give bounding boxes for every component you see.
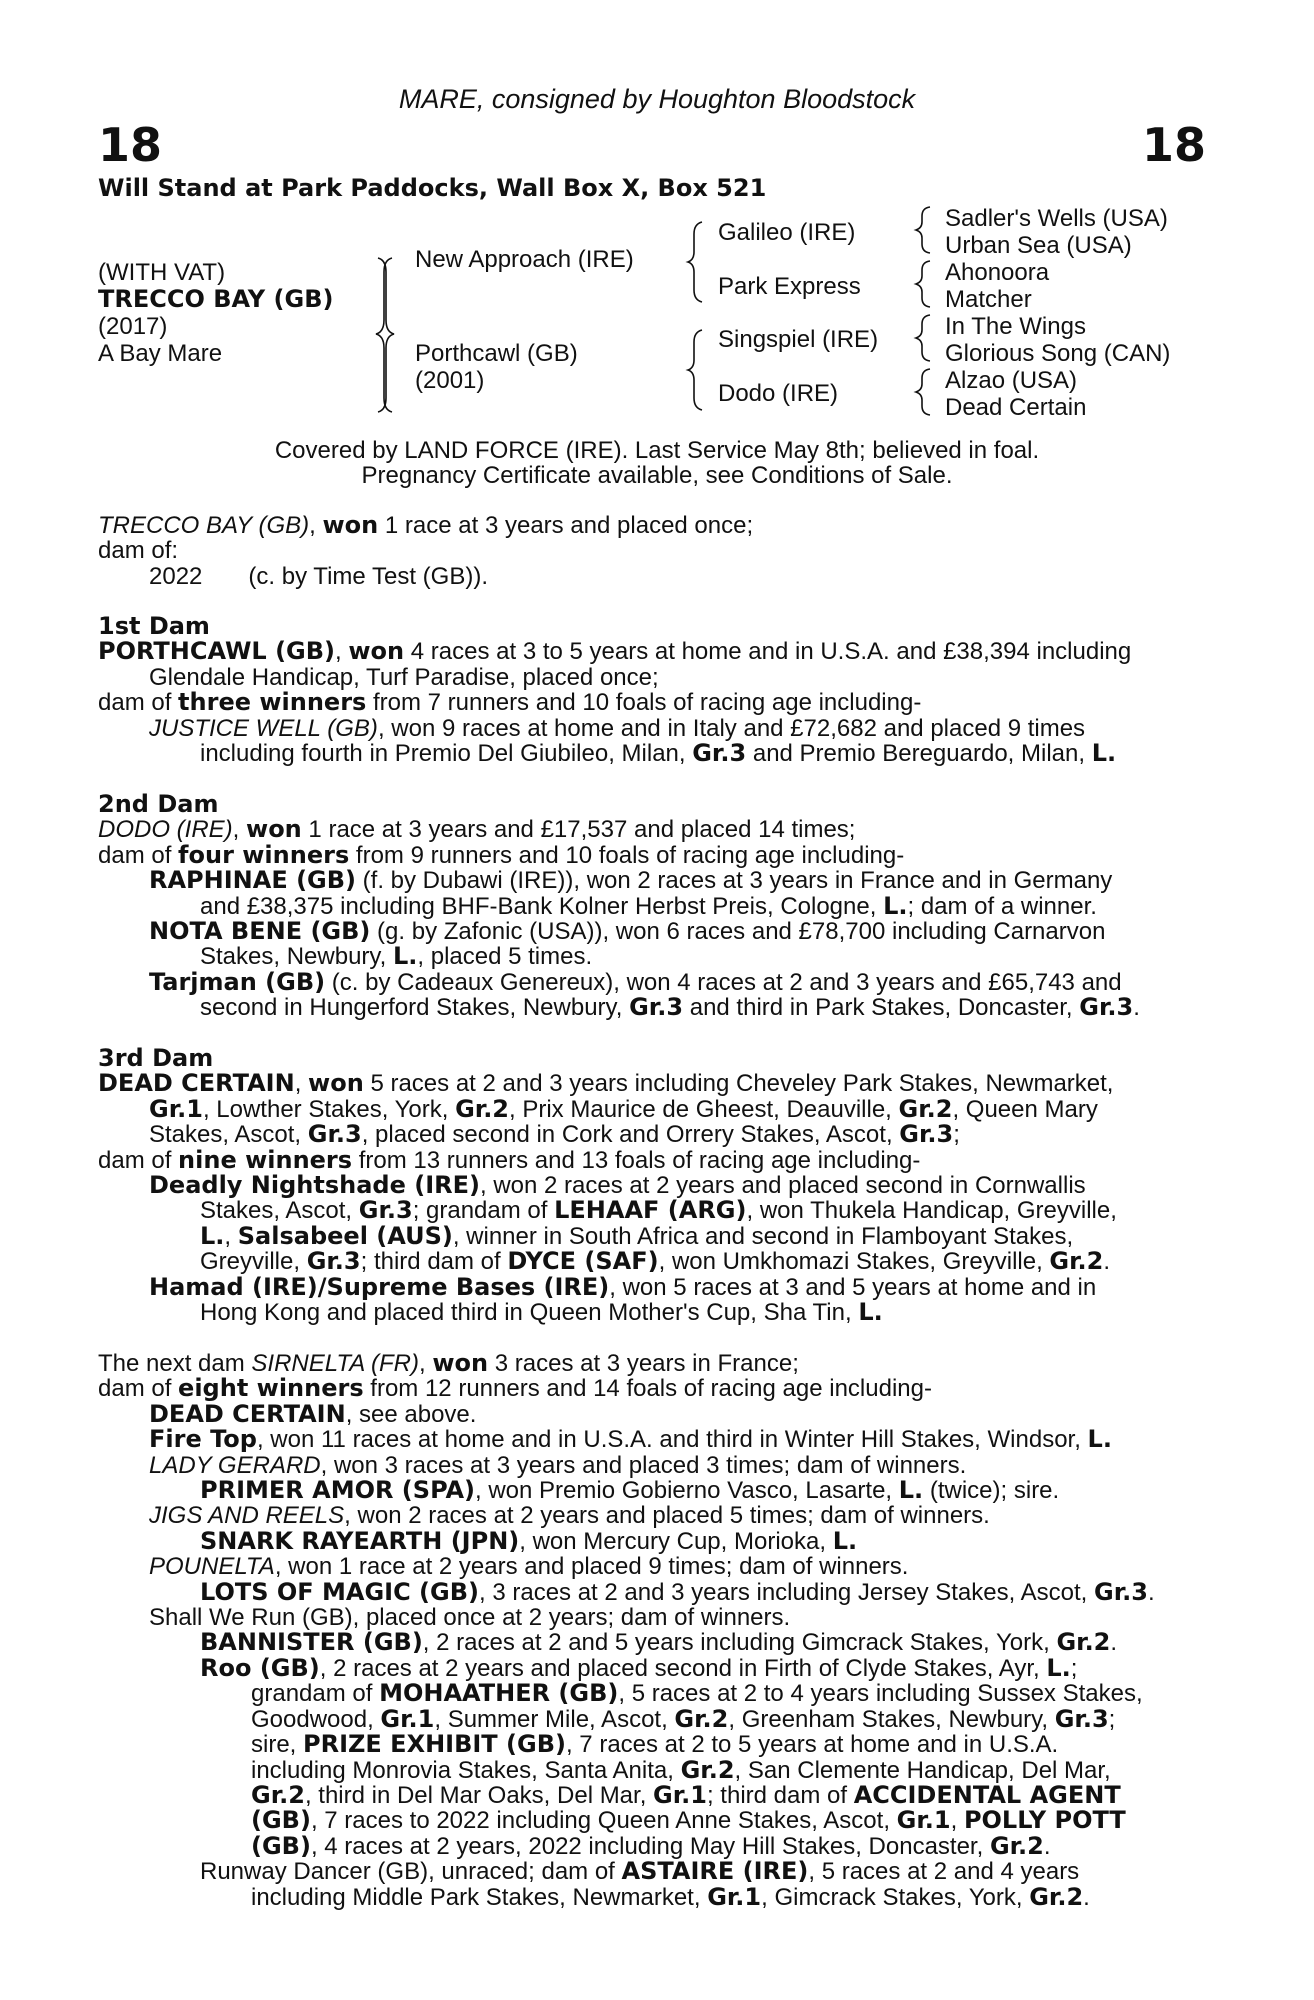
text-run: from 12 runners and 14 foals of racing age including- bbox=[363, 1375, 932, 1403]
progeny-name: POUNELTA bbox=[149, 1553, 275, 1581]
text-run: from 13 runners and 13 foals of racing age including- bbox=[352, 1146, 921, 1174]
text-run: Runway Dancer (GB), unraced; dam of bbox=[200, 1858, 622, 1886]
text-run: and £38,375 including BHF-Bank Kolner Herbst Preis, Cologne, bbox=[200, 892, 884, 920]
text-run: (twice); sire. bbox=[923, 1477, 1060, 1505]
text-run: Goodwood, bbox=[251, 1705, 381, 1733]
text-run: Stakes, Newbury, bbox=[200, 943, 393, 971]
dam-year: (2001) bbox=[415, 367, 485, 394]
first-dam-heading: 1st Dam bbox=[98, 612, 210, 640]
grade: Gr.2 bbox=[251, 1780, 305, 1809]
grade: Gr.2 bbox=[455, 1094, 510, 1123]
grade: Gr.3 bbox=[899, 1120, 954, 1149]
text-run: , Queen Mary bbox=[952, 1095, 1098, 1123]
progeny-name: Deadly Nightshade (IRE) bbox=[149, 1171, 480, 1200]
text-run: , Summer Mile, Ascot, bbox=[434, 1705, 675, 1733]
sep: , bbox=[232, 816, 247, 844]
text-run: , 2 races at 2 years and placed second in Firth of Clyde Stakes, Ayr, bbox=[319, 1654, 1047, 1682]
progeny-name: RAPHINAE (GB) bbox=[149, 866, 356, 895]
text-run: Stakes, Ascot, bbox=[149, 1121, 308, 1149]
text-run: , Prix Maurice de Gheest, Deauville, bbox=[509, 1095, 899, 1123]
dam1-name: PORTHCAWL (GB) bbox=[98, 637, 336, 666]
second-dam-section bbox=[98, 792, 1208, 1021]
progeny-name: LADY GERARD bbox=[149, 1451, 321, 1479]
text-run: , bbox=[950, 1807, 964, 1835]
grade: L. bbox=[392, 942, 418, 971]
grade: Gr.1 bbox=[380, 1704, 435, 1733]
text-run: Glendale Handicap, Turf Paradise, placed once; bbox=[149, 663, 659, 691]
grade: L. bbox=[883, 891, 908, 920]
first-dam-section bbox=[98, 614, 1208, 766]
progeny-name: BANNISTER (GB) bbox=[200, 1628, 423, 1657]
progeny-name: Fire Top bbox=[149, 1425, 257, 1454]
text-run: , bbox=[224, 1222, 238, 1250]
text-run: dam of bbox=[98, 689, 179, 717]
text-run: 3 races at 3 years in France; bbox=[488, 1350, 799, 1377]
winners-count: eight winners bbox=[178, 1374, 364, 1403]
grade: Gr.3 bbox=[358, 1196, 413, 1225]
next-dam-section bbox=[98, 1351, 1208, 1910]
winners-count: three winners bbox=[178, 688, 367, 717]
dam-dam: Dodo (IRE) bbox=[718, 380, 839, 407]
grade: L. bbox=[1046, 1653, 1071, 1682]
text-run: ; grandam of bbox=[412, 1197, 555, 1225]
grade: L. bbox=[832, 1526, 858, 1555]
text-run: , won 5 races at 3 and 5 years at home and in bbox=[609, 1273, 1097, 1301]
sep: , bbox=[335, 638, 349, 666]
text-run: ; bbox=[1108, 1705, 1116, 1733]
text-run: . bbox=[1103, 1248, 1111, 1276]
text-run: Shall We Run (GB), placed once at 2 years; dam of winners. bbox=[149, 1604, 791, 1632]
progeny-name: (GB) bbox=[251, 1831, 311, 1860]
text-run: , 5 races at 2 and 4 years bbox=[808, 1858, 1080, 1886]
grade: L. bbox=[898, 1476, 924, 1505]
text-run: ; third dam of bbox=[706, 1781, 854, 1809]
dam: Porthcawl (GB) bbox=[415, 340, 578, 367]
winners-count: nine winners bbox=[178, 1145, 353, 1174]
won: won bbox=[432, 1349, 489, 1377]
sire: New Approach (IRE) bbox=[415, 246, 634, 273]
text-run: including Middle Park Stakes, Newmarket, bbox=[251, 1883, 708, 1911]
text-run: dam of bbox=[98, 1375, 179, 1403]
covered-line-1: Covered by LAND FORCE (IRE). Last Service May 8th; believed in foal. bbox=[274, 437, 1040, 464]
won: won bbox=[246, 815, 302, 844]
grade: Gr.2 bbox=[1056, 1628, 1111, 1657]
grade: Gr.2 bbox=[1029, 1882, 1084, 1911]
text-run: , won 1 race at 2 years and placed 9 times; dam of winners. bbox=[274, 1553, 909, 1581]
sep: , bbox=[294, 1070, 309, 1098]
progeny-name: Roo (GB) bbox=[200, 1653, 320, 1682]
ddd: Dead Certain bbox=[945, 394, 1087, 421]
text-run: and Premio Bereguardo, Milan, bbox=[746, 740, 1092, 768]
text-run: Hong Kong and placed third in Queen Mother's Cup, Sha Tin, bbox=[200, 1299, 859, 1327]
progeny-name: Tarjman (GB) bbox=[149, 967, 326, 996]
progeny-name: DEAD CERTAIN bbox=[149, 1399, 346, 1428]
grade: Gr.2 bbox=[674, 1704, 729, 1733]
third-dam-section bbox=[98, 1046, 1208, 1325]
pedigree-braces bbox=[0, 0, 1314, 440]
dam-sire: Singspiel (IRE) bbox=[718, 326, 879, 353]
text-run: , Greenham Stakes, Newbury, bbox=[728, 1705, 1055, 1733]
foal-year: 2022 bbox=[149, 562, 203, 590]
horse-name: TRECCO BAY (GB) bbox=[98, 285, 334, 313]
dss: In The Wings bbox=[945, 313, 1086, 340]
progeny-name: SNARK RAYEARTH (JPN) bbox=[200, 1526, 520, 1555]
next-dam-name: SIRNELTA (FR) bbox=[251, 1350, 419, 1377]
text-run: and third in Park Stakes, Doncaster, bbox=[683, 994, 1080, 1022]
text-run: Greyville, bbox=[200, 1248, 307, 1276]
text-run: including Monrovia Stakes, Santa Anita, bbox=[251, 1756, 681, 1784]
text-run: including fourth in Premio Del Giubileo, Milan, bbox=[200, 740, 693, 768]
sep: , bbox=[418, 1350, 433, 1377]
text-run: (g. by Zafonic (USA)), won 6 races and £78,700 including Carnarvon bbox=[370, 918, 1106, 946]
sire-sire: Galileo (IRE) bbox=[718, 219, 856, 246]
dam3-name: DEAD CERTAIN bbox=[98, 1069, 295, 1098]
won: won bbox=[322, 511, 379, 539]
text-run: . bbox=[1147, 1578, 1155, 1606]
grade: L. bbox=[858, 1298, 883, 1327]
stand-location: Will Stand at Park Paddocks, Wall Box X, Box 521 bbox=[98, 174, 767, 202]
text-run: 5 races at 2 and 3 years including Cheveley Park Stakes, Newmarket, bbox=[363, 1070, 1114, 1098]
progeny-name: ACCIDENTAL AGENT bbox=[853, 1780, 1121, 1809]
won: won bbox=[348, 637, 405, 666]
text-run: . bbox=[1110, 1629, 1118, 1657]
text-run: , won 11 races at home and in U.S.A. and third in Winter Hill Stakes, Windsor, bbox=[256, 1426, 1088, 1454]
consignor-title: MARE, consigned by Houghton Bloodstock bbox=[398, 84, 916, 114]
sdd: Matcher bbox=[945, 286, 1032, 313]
progeny-name: Hamad (IRE)/Supreme Bases (IRE) bbox=[149, 1272, 610, 1301]
text-run: , won Premio Gobierno Vasco, Lasarte, bbox=[475, 1477, 899, 1505]
progeny-name: PRIMER AMOR (SPA) bbox=[200, 1476, 475, 1505]
grade: Gr.2 bbox=[989, 1831, 1044, 1860]
dsd: Glorious Song (CAN) bbox=[945, 340, 1171, 367]
text-run: dam of bbox=[98, 1146, 179, 1174]
dam2-name: DODO (IRE) bbox=[98, 816, 233, 844]
text-run: , Lowther Stakes, York, bbox=[202, 1095, 456, 1123]
dam-of: dam of: bbox=[98, 537, 179, 565]
progeny-name: JIGS AND REELS bbox=[149, 1502, 345, 1530]
progeny-name: JUSTICE WELL (GB) bbox=[149, 714, 378, 742]
text-run: , third in Del Mar Oaks, Del Mar, bbox=[304, 1781, 654, 1809]
grade: Gr.3 bbox=[1054, 1704, 1109, 1733]
text-run: , San Clemente Handicap, Del Mar, bbox=[734, 1756, 1111, 1784]
text-run: grandam of bbox=[251, 1680, 380, 1708]
text-run: ; bbox=[953, 1121, 960, 1149]
text-run: , won 3 races at 3 years and placed 3 times; dam of winners. bbox=[320, 1451, 967, 1479]
grade: Gr.3 bbox=[692, 739, 747, 768]
text-run: , won Thukela Handicap, Greyville, bbox=[746, 1197, 1117, 1225]
vat-note: (WITH VAT) bbox=[98, 259, 226, 286]
text-run: 4 races at 3 to 5 years at home and in U.S.A. and £38,394 including bbox=[404, 638, 1132, 666]
produce-horse: TRECCO BAY (GB) bbox=[98, 512, 310, 539]
text-run: , 7 races at 2 to 5 years at home and in U.S.A. bbox=[565, 1731, 1059, 1759]
sds: Ahonoora bbox=[945, 259, 1050, 286]
progeny-name: MOHAATHER (GB) bbox=[379, 1679, 619, 1708]
grade: Gr.3 bbox=[306, 1247, 361, 1276]
text-run: ; third dam of bbox=[360, 1248, 508, 1276]
grade: Gr.1 bbox=[896, 1806, 951, 1835]
third-dam-heading: 3rd Dam bbox=[98, 1044, 214, 1072]
grade: Gr.2 bbox=[680, 1755, 735, 1784]
text-run: 1 race at 3 years and £17,537 and placed 14 times; bbox=[301, 816, 856, 844]
sss: Sadler's Wells (USA) bbox=[945, 205, 1168, 232]
grade: Gr.2 bbox=[1049, 1247, 1104, 1276]
horse-description: A Bay Mare bbox=[98, 340, 223, 367]
text-run: , winner in South Africa and second in Flamboyant Stakes, bbox=[452, 1222, 1074, 1250]
text-run: , 5 races at 2 to 4 years including Sussex Stakes, bbox=[618, 1680, 1143, 1708]
text-run: . bbox=[1133, 994, 1140, 1022]
sire-dam: Park Express bbox=[718, 273, 861, 300]
text-run: The next dam bbox=[98, 1350, 252, 1377]
winners-count: four winners bbox=[178, 840, 350, 869]
progeny-name: POLLY POTT bbox=[963, 1806, 1126, 1835]
text-run: from 7 runners and 10 foals of racing age including- bbox=[366, 689, 922, 717]
sep: , bbox=[309, 512, 323, 539]
text-run: dam of bbox=[98, 841, 179, 869]
text-run: . bbox=[1043, 1832, 1051, 1860]
text-run: , won 2 races at 2 years and placed second in Cornwallis bbox=[479, 1172, 1086, 1200]
grade: Gr.1 bbox=[707, 1882, 762, 1911]
produce-record: 1 race at 3 years and placed once; bbox=[378, 512, 754, 539]
text-run: , won Umkhomazi Stakes, Greyville, bbox=[658, 1248, 1050, 1276]
progeny-name: PRIZE EXHIBIT (GB) bbox=[303, 1730, 566, 1759]
grade: L. bbox=[1087, 1425, 1112, 1454]
text-run: , won 2 races at 2 years and placed 5 times; dam of winners. bbox=[344, 1502, 990, 1530]
text-run: (f. by Dubawi (IRE)), won 2 races at 3 years in France and in Germany bbox=[356, 867, 1113, 895]
text-run: , 4 races at 2 years, 2022 including May Hill Stakes, Doncaster, bbox=[310, 1832, 990, 1860]
text-run: ; bbox=[1070, 1654, 1078, 1682]
text-run: , placed second in Cork and Orrery Stakes, Ascot, bbox=[361, 1121, 900, 1149]
text-run: , 7 races to 2022 including Queen Anne Stakes, Ascot, bbox=[310, 1807, 897, 1835]
text-run: , won Mercury Cup, Morioka, bbox=[519, 1527, 833, 1555]
grade: Gr.1 bbox=[653, 1780, 707, 1809]
progeny-name: DYCE (SAF) bbox=[507, 1247, 659, 1276]
progeny-name: Salsabeel (AUS) bbox=[237, 1221, 453, 1250]
text-run: , won 9 races at home and in Italy and £72,682 and placed 9 times bbox=[377, 714, 1086, 742]
grade: Gr.2 bbox=[898, 1094, 953, 1123]
text-run: . bbox=[1083, 1883, 1090, 1911]
text-run: second in Hungerford Stakes, Newbury, bbox=[200, 994, 630, 1022]
text-run: Stakes, Ascot, bbox=[200, 1197, 359, 1225]
grade: Gr.3 bbox=[629, 993, 684, 1022]
won: won bbox=[308, 1069, 364, 1098]
text-run: (c. by Cadeaux Genereux), won 4 races at 2 and 3 years and £65,743 and bbox=[325, 968, 1122, 996]
text-run: , 3 races at 2 and 3 years including Jersey Stakes, Ascot, bbox=[479, 1578, 1094, 1606]
foal-desc: (c. by Time Test (GB)). bbox=[248, 562, 488, 590]
grade: L. bbox=[1091, 739, 1117, 768]
dds: Alzao (USA) bbox=[945, 367, 1078, 394]
text-run: sire, bbox=[251, 1731, 304, 1759]
grade: L. bbox=[200, 1221, 225, 1250]
progeny-name: NOTA BENE (GB) bbox=[149, 917, 371, 946]
grade: Gr.3 bbox=[1094, 1577, 1148, 1606]
second-dam-heading: 2nd Dam bbox=[98, 790, 219, 818]
text-run: ; dam of a winner. bbox=[907, 892, 1097, 920]
lot-number-right: 18 bbox=[1141, 118, 1206, 172]
progeny-name: (GB) bbox=[251, 1806, 311, 1835]
text-run: , Gimcrack Stakes, York, bbox=[761, 1883, 1030, 1911]
progeny-name: LEHAAF (ARG) bbox=[554, 1196, 747, 1225]
grade: Gr.3 bbox=[307, 1120, 362, 1149]
covered-line-2: Pregnancy Certificate available, see Conditions of Sale. bbox=[361, 462, 953, 489]
horse-year: (2017) bbox=[98, 313, 168, 340]
text-run: , placed 5 times. bbox=[417, 943, 593, 971]
lot-number-left: 18 bbox=[98, 118, 163, 172]
grade: Gr.3 bbox=[1079, 993, 1134, 1022]
ssd: Urban Sea (USA) bbox=[945, 232, 1132, 259]
grade: Gr.1 bbox=[149, 1094, 203, 1123]
progeny-name: LOTS OF MAGIC (GB) bbox=[200, 1577, 479, 1606]
text-run: , 2 races at 2 and 5 years including Gimcrack Stakes, York, bbox=[422, 1629, 1057, 1657]
text-run: , see above. bbox=[345, 1400, 477, 1428]
progeny-name: ASTAIRE (IRE) bbox=[621, 1857, 809, 1886]
produce-section bbox=[98, 513, 1208, 589]
text-run: from 9 runners and 10 foals of racing age including- bbox=[349, 841, 905, 869]
